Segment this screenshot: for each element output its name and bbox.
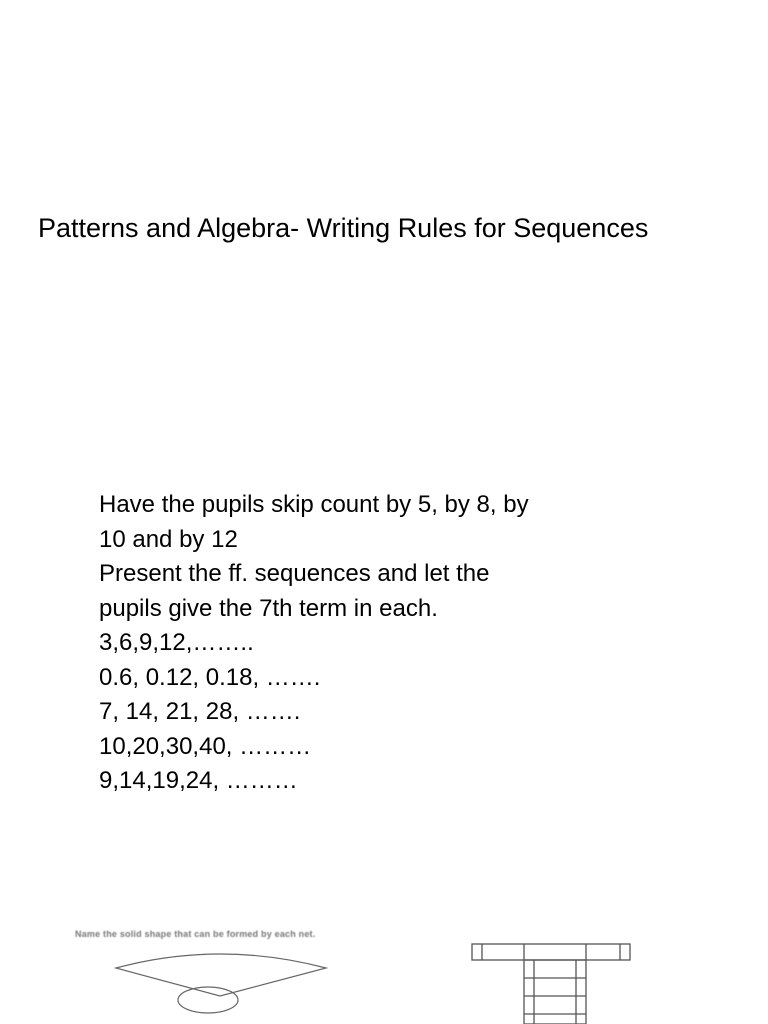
cone-net-sector (116, 954, 326, 996)
sequence-line: 3,6,9,12,…….. (99, 629, 254, 656)
sequence-line: 9,14,19,24, ……… (99, 767, 298, 794)
sequence-line: 10,20,30,40, ……… (99, 732, 312, 760)
worksheet-image (60, 920, 660, 1024)
sequence-line: 7, 14, 21, 28, ……. (99, 698, 301, 725)
lesson-body (99, 488, 579, 799)
body-line: Present the ff. sequences and let the (99, 560, 490, 587)
body-line: pupils give the 7th term in each. (99, 594, 438, 622)
sequence-line: 0.6, 0.12, 0.18, ……. (99, 663, 321, 691)
prism-net (472, 944, 630, 1024)
body-line: Have the pupils skip count by 5, by 8, by (99, 491, 529, 518)
cone-net-base (178, 987, 238, 1013)
page-title: Patterns and Algebra- Writing Rules for Sequences (38, 213, 649, 243)
net-drawings (60, 920, 660, 1024)
worksheet-caption: Name the solid shape that can be formed by each net. (75, 929, 316, 939)
body-line: 10 and by 12 (99, 525, 238, 553)
